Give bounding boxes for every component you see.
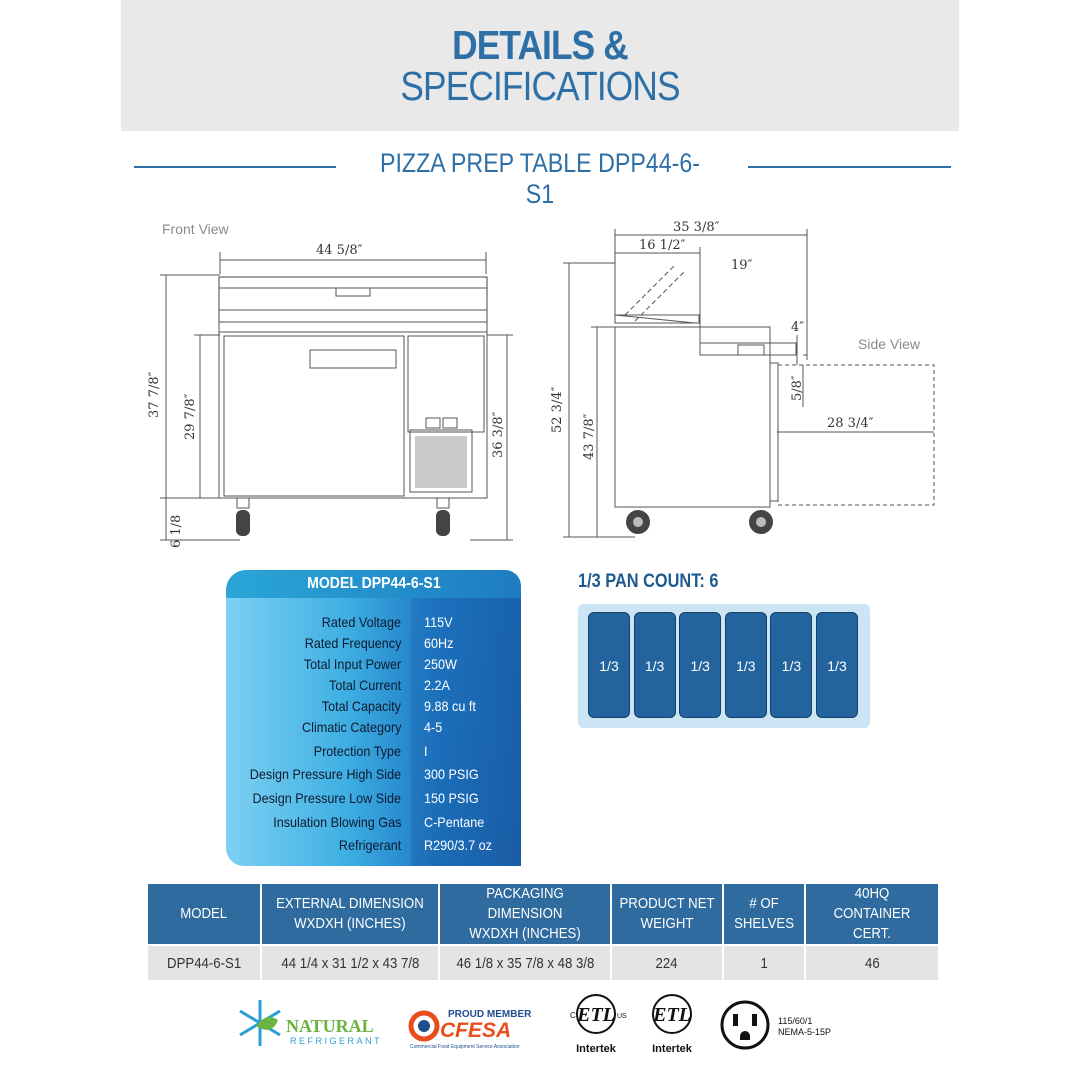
- svg-text:ETL: ETL: [653, 1004, 691, 1026]
- side-view-dimensions: [545, 215, 945, 550]
- nema-plug-logo: [720, 1000, 850, 1052]
- dim-total-height: 37 7/8″: [147, 371, 162, 418]
- spec-row: [226, 790, 521, 812]
- spec-value: R290/3.7 oz: [424, 837, 492, 853]
- pan-count-title: 1/3 PAN COUNT: 6: [578, 571, 719, 592]
- table-header-label: PACKAGING DIMENSION WXDXH (INCHES): [469, 885, 581, 942]
- table-header-cell: [440, 884, 610, 944]
- spec-key: Protection Type: [313, 743, 401, 759]
- table-header-label: # OF SHELVES: [734, 895, 794, 932]
- pan-slot: 1/3: [679, 612, 721, 718]
- table-header-label: MODEL: [180, 905, 228, 922]
- dim-body-height: 43 7/8″: [582, 413, 597, 460]
- spec-key: Total Current: [328, 677, 401, 693]
- table-header-cell: [806, 884, 938, 944]
- svg-text:PROUD MEMBER: PROUD MEMBER: [448, 1009, 532, 1020]
- dim-overall-height: 52 3/4″: [550, 386, 565, 433]
- page-title-line1: DETAILS &: [452, 22, 628, 68]
- front-view-dimensions: [140, 230, 520, 550]
- table-cell: [806, 944, 938, 980]
- model-spec-title: MODEL DPP44-6-S1: [226, 570, 521, 598]
- spec-row: [226, 766, 521, 788]
- table-header-cell: [148, 884, 260, 944]
- title-rule-left: [134, 166, 336, 168]
- svg-text:US: US: [617, 1013, 627, 1020]
- spec-key: Total Input Power: [303, 656, 401, 672]
- spec-row: [226, 837, 521, 859]
- spec-value: 115V: [424, 614, 453, 630]
- dim-depth: 35 3/8″: [673, 220, 720, 235]
- table-row: [148, 944, 938, 980]
- spec-key: Insulation Blowing Gas: [272, 814, 401, 830]
- table-cell-value: 224: [655, 954, 679, 972]
- table-cell-value: 44 1/4 x 31 1/2 x 43 7/8: [281, 954, 419, 972]
- table-header-cell: [612, 884, 722, 944]
- cfesa-logo: [408, 1004, 550, 1052]
- dim-cabinet-height: 36 3/8″: [491, 411, 506, 458]
- spec-key: Rated Frequency: [304, 635, 401, 651]
- svg-text:NEMA-5-15P: NEMA-5-15P: [778, 1027, 832, 1037]
- natural-refrigerant-logo: [234, 996, 396, 1052]
- pan-layout: [578, 604, 870, 728]
- spec-key: Total Capacity: [321, 698, 401, 714]
- svg-text:Intertek: Intertek: [652, 1043, 692, 1055]
- svg-text:C: C: [570, 1011, 576, 1020]
- table-header-label: 40HQ CONTAINER CERT.: [833, 885, 911, 942]
- spec-value: 9.88 cu ft: [424, 698, 476, 714]
- spec-value: 150 PSIG: [424, 790, 479, 806]
- spec-row: [226, 677, 521, 699]
- spec-key: Rated Voltage: [321, 614, 401, 630]
- spec-row: [226, 656, 521, 678]
- dim-door-swing: 28 3/4″: [827, 416, 874, 431]
- table-cell-value: DPP44-6-S1: [166, 954, 242, 972]
- spec-row: [226, 698, 521, 720]
- svg-text:Intertek: Intertek: [576, 1043, 616, 1055]
- pan-slot: 1/3: [816, 612, 858, 718]
- spec-key: Climatic Category: [301, 719, 401, 735]
- spec-key: Design Pressure High Side: [249, 766, 401, 782]
- table-cell-value: 46: [864, 954, 880, 972]
- pan-slot: 1/3: [725, 612, 767, 718]
- pan-slot: 1/3: [770, 612, 812, 718]
- dim-lid-depth: 16 1/2″: [639, 238, 686, 253]
- table-cell-value: 1: [760, 954, 768, 972]
- side-view-label: Side View: [858, 336, 921, 352]
- dim-door-offset: 5/8″: [790, 375, 805, 401]
- spec-value: 250W: [424, 656, 457, 672]
- table-cell-value: 46 1/8 x 35 7/8 x 48 3/8: [456, 954, 594, 972]
- pan-slot: 1/3: [588, 612, 630, 718]
- etl-sanitation-logo: [646, 992, 700, 1058]
- model-spec-panel: [226, 570, 521, 866]
- table-cell: [612, 944, 722, 980]
- spec-row: [226, 614, 521, 636]
- table-cell: [440, 944, 610, 980]
- svg-text:REFRIGERANT: REFRIGERANT: [290, 1036, 383, 1046]
- spec-value: 2.2A: [424, 677, 450, 693]
- spec-key: Design Pressure Low Side: [252, 790, 401, 806]
- spec-row: [226, 743, 521, 765]
- svg-text:CFESA: CFESA: [440, 1019, 512, 1042]
- table-cell: [724, 944, 804, 980]
- page-title-line2: SPECIFICATIONS: [400, 63, 680, 109]
- plug-icon: [733, 1014, 757, 1040]
- front-view-label: Front View: [162, 221, 229, 237]
- dim-counter-height: 29 7/8″: [183, 393, 198, 440]
- svg-text:115/60/1: 115/60/1: [778, 1016, 813, 1026]
- pan-slot: 1/3: [634, 612, 676, 718]
- spec-value: 4-5: [424, 719, 443, 735]
- title-rule-right: [748, 166, 951, 168]
- table-cell: [148, 944, 260, 980]
- table-header-cell: [724, 884, 804, 944]
- svg-text:Commercial Food Equipment Serv: Commercial Food Equipment Service Association: [410, 1044, 520, 1050]
- spec-value: I: [424, 743, 428, 759]
- table-header-label: PRODUCT NET WEIGHT: [619, 895, 715, 932]
- dim-board-height: 4″: [791, 320, 805, 335]
- product-subtitle: PIZZA PREP TABLE DPP44-6-S1: [379, 148, 701, 209]
- table-cell: [262, 944, 438, 980]
- dim-caster: 6 1/8: [169, 514, 184, 548]
- svg-text:ETL: ETL: [577, 1004, 615, 1026]
- spec-table: [146, 884, 940, 980]
- etl-listed-logo: [566, 992, 628, 1058]
- spec-value: 60Hz: [424, 635, 454, 651]
- svg-text:NATURAL: NATURAL: [286, 1016, 374, 1036]
- dim-board-depth: 19″: [731, 258, 753, 273]
- spec-row: [226, 719, 521, 741]
- spec-value: C-Pentane: [424, 814, 485, 830]
- spec-row: [226, 635, 521, 657]
- spec-value: 300 PSIG: [424, 766, 479, 782]
- spec-row: [226, 814, 521, 836]
- table-header-cell: [262, 884, 438, 944]
- dim-width: 44 5/8″: [316, 243, 363, 258]
- spec-key: Refrigerant: [338, 837, 401, 853]
- table-header-label: EXTERNAL DIMENSION WXDXH (INCHES): [276, 895, 424, 932]
